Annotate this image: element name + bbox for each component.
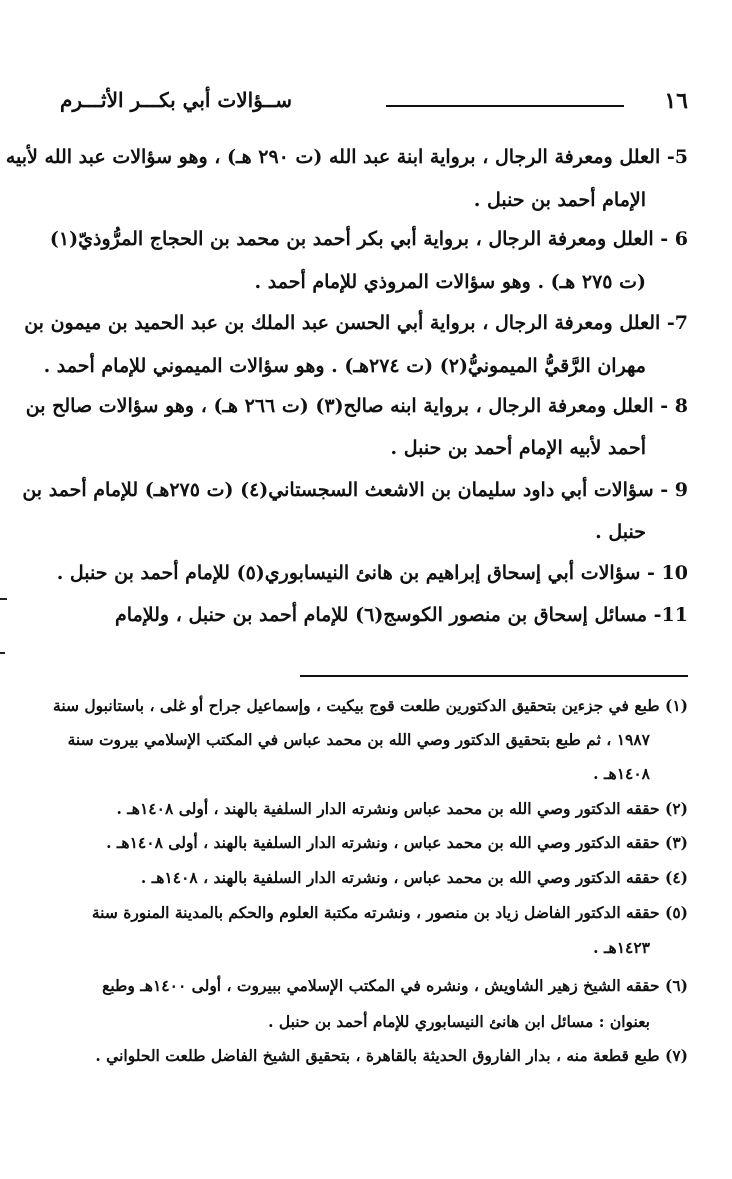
footnote-1-line-2: ١٩٨٧ ، ثم طبع بتحقيق الدكتور وصي الله بن محمد عباس في المكتب الإسلامي بيروت سنة xyxy=(67,730,650,749)
footnote-5-line-1: (٥) حققه الدكتور الفاضل زياد بن منصور ، ونشرته مكتبة العلوم والحكم بالمدينة المنورة سنة xyxy=(91,903,688,922)
footnote-1-line-1: (١) طبع في جزءين بتحقيق الدكتورين طلعت قوج بيكيت ، وإسماعيل جراح أو غلى ، باستانبول سنة xyxy=(53,696,688,715)
footnote-separator xyxy=(300,675,688,677)
page-number: ١٦ xyxy=(664,88,688,114)
item-6-line-2: (ت ٢٧٥ هـ) . وهو سؤالات المروذي للإمام أحمد . xyxy=(254,271,646,293)
item-5-line-1: 5- العلل ومعرفة الرجال ، برواية ابنة عبد الله (ت ٢٩٠ هـ) ، وهو سؤالات عبد الله لأبيه xyxy=(5,146,688,168)
item-9-line-1: 9 - سؤالات أبي داود سليمان بن الاشعث السجستاني(٤) (ت ٢٧٥هـ) للإمام أحمد بن xyxy=(22,479,688,501)
margin-mark xyxy=(0,598,7,600)
footnote-4: (٤) حققه الدكتور وصي الله بن محمد عباس ، ونشرته الدار السلفية بالهند ، ١٤٠٨هـ . xyxy=(140,868,688,887)
item-9-line-2: حنبل . xyxy=(595,521,646,543)
footnote-1-line-3: ١٤٠٨هـ . xyxy=(593,764,650,783)
running-header xyxy=(60,88,688,124)
footnote-6-line-2: بعنوان : مسائل ابن هانئ النيسابوري للإمام أحمد بن حنبل . xyxy=(268,1012,650,1031)
item-7-line-2: مهران الرَّقيُّ الميمونيُّ(٢) (ت ٢٧٤هـ) . وهو سؤالات الميموني للإمام أحمد . xyxy=(43,355,646,377)
footnote-2: (٢) حققه الدكتور وصي الله بن محمد عباس ونشرته الدار السلفية بالهند ، أولى ١٤٠٨هـ . xyxy=(116,799,688,818)
footnote-3: (٣) حققه الدكتور وصي الله بن محمد عباس ، ونشرته الدار السلفية بالهند ، أولى ١٤٠٨هـ . xyxy=(106,833,688,852)
margin-mark xyxy=(0,652,5,654)
item-7-line-1: 7- العلل ومعرفة الرجال ، برواية أبي الحسن عبد الملك بن عبد الحميد بن ميمون بن xyxy=(24,312,688,334)
item-6-line-1: 6 - العلل ومعرفة الرجال ، برواية أبي بكر أحمد بن محمد بن الحجاج المرُّوذيّ(١) xyxy=(49,228,688,250)
item-11-line-1: 11- مسائل إسحاق بن منصور الكوسج(٦) للإمام أحمد بن حنبل ، وللإمام xyxy=(115,604,688,626)
item-8-line-1: 8 - العلل ومعرفة الرجال ، برواية ابنه صالح(٣) (ت ٢٦٦ هـ) ، وهو سؤالات صالح بن xyxy=(25,395,688,417)
running-title: ســؤالات أبي بكـــر الأثـــرم xyxy=(60,88,293,112)
footnote-7: (٧) طبع قطعة منه ، بدار الفاروق الحديثة بالقاهرة ، بتحقيق الشيخ الفاضل طلعت الحلواني . xyxy=(95,1046,688,1065)
item-5-line-2: الإمام أحمد بن حنبل . xyxy=(473,189,646,211)
item-8-line-2: أحمد لأبيه الإمام أحمد بن حنبل . xyxy=(390,437,646,459)
header-rule xyxy=(386,105,624,107)
footnote-6-line-1: (٦) حققه الشيخ زهير الشاويش ، ونشره في المكتب الإسلامي ببيروت ، أولى ١٤٠٠هـ وطبع xyxy=(102,976,688,995)
footnote-5-line-2: ١٤٢٣هـ . xyxy=(593,938,650,957)
item-10-line-1: 10 - سؤالات أبي إسحاق إبراهيم بن هانئ النيسابوري(٥) للإمام أحمد بن حنبل . xyxy=(56,562,688,584)
